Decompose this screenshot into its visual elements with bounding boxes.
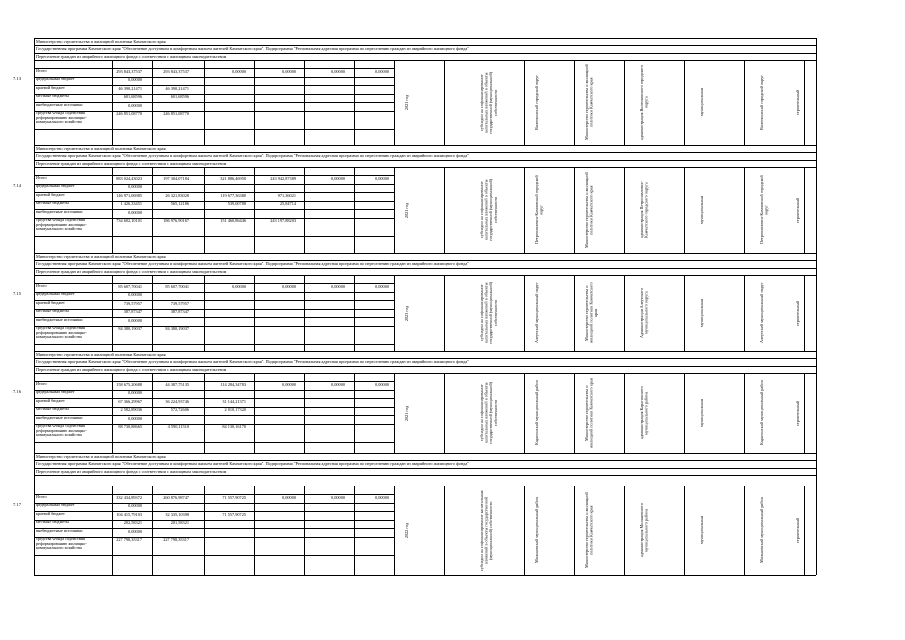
amount-cell: 883 024,43023 <box>116 175 142 181</box>
column-divider <box>744 373 745 453</box>
row-divider <box>34 45 816 46</box>
source-label: внебюджетные источники <box>36 101 83 107</box>
row-divider <box>34 218 394 219</box>
column-divider <box>112 275 113 351</box>
row-divider <box>34 390 394 391</box>
amount-cell: 46 390,21471 <box>118 85 142 91</box>
cell-stage: строительный <box>795 517 800 544</box>
amount-cell: 387,87347 <box>123 309 142 314</box>
amount-cell: 2 010,17320 <box>224 407 246 412</box>
column-divider <box>684 275 685 351</box>
row-divider <box>34 366 816 367</box>
column-divider <box>204 167 205 253</box>
amount-cell: 85 607,70041 <box>118 283 142 289</box>
amount-cell: 1 426,33451 <box>120 201 142 206</box>
row-divider <box>34 537 394 538</box>
row-number: 7.15 <box>12 291 22 296</box>
amount-cell: 0,00000 <box>331 175 345 181</box>
column-divider <box>744 275 745 351</box>
row-divider <box>34 300 394 301</box>
amount-cell: 32 335,10398 <box>165 511 189 517</box>
amount-cell: 26 321,83028 <box>165 192 189 198</box>
cell-customer: Министерство строительства и жилищной политики Камчатского края <box>584 64 594 141</box>
amount-cell: 0,00000 <box>375 494 389 500</box>
cell-owner: Петропавловск-Камчатский городской округ <box>759 175 769 245</box>
cell-year: 2022 год <box>404 522 409 539</box>
amount-cell: 601,68596 <box>123 94 142 99</box>
header-ministry: Министерство строительства и жилищной политики Камчатского края <box>36 352 166 357</box>
amount-cell: 119 677,36380 <box>220 192 246 198</box>
amount-cell: 601,68596 <box>170 94 189 99</box>
cell-year: 2023 год <box>404 305 409 321</box>
amount-cell: 0,00000 <box>128 415 142 421</box>
column-divider <box>444 486 445 575</box>
row-divider <box>34 253 816 254</box>
amount-cell: 227 798,35317 <box>116 537 142 542</box>
cell-district: Петропавловск-Камчатский городской округ <box>534 175 544 245</box>
amount-cell: 25,84714 <box>279 201 296 206</box>
column-divider <box>394 167 395 253</box>
amount-cell: 332 434,89372 <box>116 494 142 500</box>
amount-cell: 0,00000 <box>128 184 142 189</box>
column-divider <box>524 275 525 351</box>
cell-year: 2021 год <box>404 202 409 218</box>
row-divider <box>34 344 394 345</box>
amount-cell: 46 390,21471 <box>165 85 189 91</box>
row-divider <box>34 236 394 237</box>
amount-cell: 2 582,89036 <box>120 407 142 412</box>
column-divider <box>394 60 395 145</box>
row-divider <box>34 102 394 103</box>
header-measure: Переселение граждан из аварийного жилищного фонда с соответствии с жилищным законодательством <box>36 468 227 474</box>
cell-recipient: субсидии на софинансирование капитальных вложений в объекты государственной (муниципальной) собственности <box>479 71 498 134</box>
column-divider <box>152 486 153 575</box>
amount-cell: 36 224,93746 <box>165 398 189 404</box>
column-divider <box>254 167 255 253</box>
amount-cell: 565,12186 <box>170 201 189 206</box>
cell-ownership: муниципальная <box>699 399 704 427</box>
column-divider <box>524 60 525 145</box>
cell-ownership: муниципальная <box>699 299 704 327</box>
row-divider <box>34 68 394 69</box>
amount-cell: 146 971,06985 <box>116 192 142 198</box>
table-block <box>12 38 816 145</box>
row-divider <box>34 381 394 382</box>
amount-cell: 104 415,79103 <box>116 511 142 517</box>
amount-cell: 67 366,29967 <box>118 398 142 404</box>
header-program: Государственная программа Камчатского края "Обеспечение доступным и комфортным жильем жителей Камчатского края". Подпрограмма "Региональная адресная программа по переселению граждан из аварийного жилищного фонда" <box>36 261 470 267</box>
column-divider <box>34 145 35 253</box>
row-divider <box>34 468 816 469</box>
source-label: местные бюджеты <box>36 519 69 524</box>
amount-cell: 0,00000 <box>128 528 142 534</box>
amount-cell: 0,00000 <box>282 381 296 387</box>
amount-cell: 0,00000 <box>331 283 345 289</box>
column-divider <box>524 167 525 253</box>
cell-executor: Администрация Алеутского муниципального округа <box>639 288 649 338</box>
row-divider <box>34 528 394 529</box>
row-divider <box>34 192 394 193</box>
column-divider <box>254 486 255 575</box>
cell-stage: строительный <box>795 300 800 326</box>
column-divider <box>34 453 35 575</box>
row-divider <box>34 268 816 269</box>
amount-cell: 84 380,19037 <box>165 326 189 331</box>
column-divider <box>254 275 255 351</box>
row-divider <box>34 129 394 130</box>
source-label: внебюджетные источники <box>36 414 83 420</box>
amount-cell: 71 557,90725 <box>222 511 246 517</box>
cell-ownership: муниципальная <box>699 516 704 545</box>
column-divider <box>624 275 625 351</box>
row-divider <box>34 317 394 318</box>
column-divider <box>444 275 445 351</box>
table-block <box>12 145 816 253</box>
amount-cell: 0,00000 <box>331 494 345 500</box>
amount-cell: 246 851,08770 <box>116 111 142 116</box>
amount-cell: 0,00000 <box>375 381 389 387</box>
column-divider <box>204 275 205 351</box>
amount-cell: 85 607,70041 <box>165 283 189 289</box>
row-divider <box>34 209 394 210</box>
header-ministry: Министерство строительства и жилищной политики Камчатского края <box>36 254 166 259</box>
cell-executor: администрация Вилючинского городского округа <box>639 64 649 141</box>
amount-cell: 0,00000 <box>232 68 246 74</box>
column-divider <box>624 373 625 453</box>
row-divider <box>34 260 816 261</box>
row-divider <box>34 358 816 359</box>
source-label: федеральный бюджет <box>36 291 75 296</box>
row-divider <box>34 460 816 461</box>
column-divider <box>574 167 575 253</box>
amount-cell: 0,00000 <box>128 317 142 323</box>
row-divider <box>34 503 394 504</box>
source-label: Итого <box>36 174 47 180</box>
row-divider <box>34 145 816 146</box>
amount-cell: 0,00000 <box>282 68 296 74</box>
source-label: средства Фонда содействия реформированию жилищно-коммунального хозяйства <box>36 536 87 551</box>
source-label: местные бюджеты <box>36 200 69 205</box>
amount-cell: 0,00000 <box>128 390 142 395</box>
header-measure: Переселение граждан из аварийного жилищного фонда с соответствии с жилищным законодательством <box>36 366 227 372</box>
row-divider <box>34 160 816 161</box>
amount-cell: 158 675,20688 <box>116 381 142 387</box>
row-divider <box>34 309 394 310</box>
source-label: местные бюджеты <box>36 308 69 313</box>
row-divider <box>34 475 816 476</box>
amount-cell: 243 942,87389 <box>270 175 296 181</box>
source-label: краевой бюджет <box>36 191 65 197</box>
source-label: средства Фонда содействия реформированию жилищно-коммунального хозяйства <box>36 110 87 125</box>
cell-district: Вилючинский городской округ <box>534 74 539 131</box>
cell-customer: Министерство строительства и жилищной политики Камчатского края <box>584 378 594 448</box>
column-divider <box>444 167 445 253</box>
row-divider <box>34 111 394 112</box>
column-divider <box>444 60 445 145</box>
row-number: 7.13 <box>12 76 22 81</box>
amount-cell: 0,00000 <box>128 102 142 108</box>
column-divider <box>524 373 525 453</box>
cell-ownership: муниципальная <box>699 196 704 224</box>
row-divider <box>34 184 394 185</box>
cell-year: 2021 год <box>404 405 409 421</box>
amount-cell: 734 602,10101 <box>116 218 142 223</box>
column-divider <box>152 275 153 351</box>
cell-owner: Мильковский муниципальный район <box>759 497 764 564</box>
source-label: Итого <box>36 493 47 499</box>
cell-executor: администрация Карагинского муниципального района <box>639 386 649 440</box>
row-divider <box>34 53 816 54</box>
cell-recipient: субсидии на софинансирование капитальных вложений в объекты государственной (муниципальной) собственности <box>479 381 498 445</box>
amount-cell: 0,00000 <box>232 283 246 289</box>
amount-cell: 246 851,08770 <box>163 111 189 116</box>
cell-year: 2021 год <box>404 94 409 111</box>
source-label: средства Фонда содействия реформированию жилищно-коммунального хозяйства <box>36 423 87 438</box>
column-divider <box>524 486 525 575</box>
row-divider <box>34 283 394 284</box>
source-label: средства Фонда содействия реформированию жилищно-коммунального хозяйства <box>36 325 87 340</box>
row-divider <box>34 38 816 39</box>
row-divider <box>34 407 394 408</box>
amount-cell: 243 197,88203 <box>270 218 296 223</box>
row-divider <box>34 415 394 416</box>
column-divider <box>112 167 113 253</box>
header-ministry: Министерство строительства и жилищной политики Камчатского края <box>36 454 166 459</box>
header-program: Государственная программа Камчатского края "Обеспечение доступным и комфортным жильем жителей Камчатского края". Подпрограмма "Региональная адресная программа по переселению граждан из аварийного жилищного фонда" <box>36 46 470 52</box>
amount-cell: 0,00000 <box>375 175 389 181</box>
row-divider <box>34 351 816 352</box>
source-label: федеральный бюджет <box>36 183 75 188</box>
column-divider <box>744 486 745 575</box>
cell-owner: Вилючинский городской округ <box>759 74 764 131</box>
cell-recipient: субсидии на софинансирование капитальных вложений в объекты государственной (муниципальной) собственности <box>479 281 498 345</box>
amount-cell: 572,72606 <box>170 407 189 412</box>
column-divider <box>444 373 445 453</box>
row-divider <box>34 201 394 202</box>
column-divider <box>624 60 625 145</box>
column-divider <box>744 167 745 253</box>
cell-stage: строительный <box>795 400 800 426</box>
column-divider <box>684 373 685 453</box>
column-divider <box>34 253 35 351</box>
column-divider <box>574 373 575 453</box>
amount-cell: 0,00000 <box>128 292 142 297</box>
column-divider <box>394 486 395 575</box>
column-divider <box>354 275 355 351</box>
column-divider <box>354 486 355 575</box>
column-divider <box>304 275 305 351</box>
source-label: внебюджетные источники <box>36 208 83 214</box>
column-divider <box>394 373 395 453</box>
amount-cell: 321 886,46950 <box>220 175 246 181</box>
row-number: 7.17 <box>12 502 22 507</box>
cell-district: Мильковский муниципальный район <box>534 497 539 564</box>
cell-customer: Министерство строительства и жилищной политики Камчатского края <box>584 172 594 248</box>
amount-cell: 44 387,75135 <box>165 381 189 387</box>
column-divider <box>574 275 575 351</box>
column-divider <box>574 486 575 575</box>
cell-executor: администрация Петропавловск-Камчатского городского округа <box>639 181 649 239</box>
row-divider <box>34 424 394 425</box>
column-divider <box>684 167 685 253</box>
source-label: средства Фонда содействия реформированию жилищно-коммунального хозяйства <box>36 217 87 232</box>
table-bottom-border <box>34 575 816 576</box>
document-table <box>12 38 816 575</box>
cell-district: Алеутский муниципальный округ <box>534 282 539 344</box>
cell-recipient: субсидии на софинансирование капитальных вложений в объекты государственной (муниципальной) собственности <box>479 178 498 242</box>
amount-cell: 4 590,11510 <box>167 424 189 429</box>
column-divider <box>684 60 685 145</box>
table-block <box>12 253 816 351</box>
row-divider <box>34 85 394 86</box>
amount-cell: 0,00000 <box>128 77 142 82</box>
column-divider <box>354 167 355 253</box>
column-divider <box>112 486 113 575</box>
amount-cell: 0,00000 <box>128 503 142 508</box>
source-label: краевой бюджет <box>36 397 65 403</box>
source-label: Итого <box>36 282 47 288</box>
amount-cell: 739,57957 <box>123 300 142 306</box>
source-label: внебюджетные источники <box>36 316 83 322</box>
source-label: Итого <box>36 67 47 73</box>
column-divider <box>744 60 745 145</box>
amount-cell: 0,00000 <box>282 494 296 500</box>
row-divider <box>34 398 394 399</box>
source-label: Итого <box>36 380 47 386</box>
source-label: местные бюджеты <box>36 406 69 411</box>
cell-owner: Алеутский муниципальный округ <box>759 282 764 344</box>
column-divider <box>624 167 625 253</box>
header-ministry: Министерство строительства и жилищной политики Камчатского края <box>36 146 166 151</box>
cell-district: Карагинский муниципальный район <box>534 380 539 446</box>
column-divider <box>204 486 205 575</box>
header-ministry: Министерство строительства и жилищной политики Камчатского края <box>36 39 166 44</box>
source-label: внебюджетные источники <box>36 527 83 533</box>
header-program: Государственная программа Камчатского края "Обеспечение доступным и комфортным жильем жителей Камчатского края". Подпрограмма "Региональная адресная программа по переселению граждан из аварийного жилищного фонда" <box>36 153 470 159</box>
row-divider <box>34 511 394 512</box>
amount-cell: 539,00788 <box>227 201 246 206</box>
amount-cell: 0,00000 <box>331 68 345 74</box>
header-measure: Переселение граждан из аварийного жилищного фонда с соответствии с жилищным законодательством <box>36 53 227 59</box>
cell-recipient: субсидии на софинансирование капитальных вложений в объекты государственной (муниципальной) собственности <box>479 490 494 571</box>
row-divider <box>34 77 394 78</box>
cell-customer: Министерство строительства и жилищной политики Камчатского края <box>584 282 599 344</box>
cell-owner: Карагинский муниципальный район <box>759 380 764 446</box>
row-divider <box>34 94 394 95</box>
amount-cell: 0,00000 <box>331 381 345 387</box>
amount-cell: 0,00000 <box>282 283 296 289</box>
row-number: 7.14 <box>12 183 22 188</box>
column-divider <box>152 167 153 253</box>
amount-cell: 151 460,86446 <box>220 218 246 223</box>
amount-cell: 293 843,37537 <box>163 68 189 74</box>
row-divider <box>34 442 394 443</box>
row-divider <box>34 175 394 176</box>
amount-cell: 186 976,90167 <box>163 218 189 223</box>
header-program: Государственная программа Камчатского края "Обеспечение доступным и комфортным жильем жителей Камчатского края". Подпрограмма "Региональная адресная программа по переселению граждан из аварийного жилищного фонда" <box>36 359 470 365</box>
amount-cell: 387,87347 <box>170 309 189 314</box>
row-divider <box>34 326 394 327</box>
source-label: краевой бюджет <box>36 299 65 305</box>
amount-cell: 971,36021 <box>277 192 296 198</box>
header-program: Государственная программа Камчатского края "Обеспечение доступным и комфортным жильем жителей Камчатского края". Подпрограмма "Региональная адресная программа по переселению граждан из аварийного жилищного фонда" <box>36 461 470 467</box>
amount-cell: 0,00000 <box>375 283 389 289</box>
header-measure: Переселение граждан из аварийного жилищного фонда с соответствии с жилищным законодательством <box>36 268 227 274</box>
header-measure: Переселение граждан из аварийного жилищного фонда с соответствии с жилищным законодательством <box>36 160 227 166</box>
amount-cell: 197 304,07184 <box>163 175 189 181</box>
row-divider <box>34 292 394 293</box>
row-divider <box>34 520 394 521</box>
row-divider <box>34 494 394 495</box>
cell-stage: строительный <box>795 89 800 116</box>
source-label: федеральный бюджет <box>36 502 75 507</box>
row-divider <box>34 453 816 454</box>
column-divider <box>34 351 35 453</box>
source-label: краевой бюджет <box>36 510 65 516</box>
amount-cell: 84 380,19037 <box>118 326 142 331</box>
cell-stage: строительный <box>795 197 800 223</box>
cell-customer: Министерство строительства и жилищной политики Камчатского края <box>584 492 594 569</box>
source-label: федеральный бюджет <box>36 389 75 394</box>
amount-cell: 114 284,34783 <box>220 381 246 387</box>
cell-ownership: муниципальная <box>699 88 704 117</box>
amount-cell: 31 144,21371 <box>222 398 246 404</box>
column-divider <box>574 60 575 145</box>
table-block <box>12 351 816 453</box>
row-number: 7.16 <box>12 389 22 394</box>
amount-cell: 260 876,98747 <box>163 494 189 500</box>
amount-cell: 227 798,35317 <box>163 537 189 542</box>
column-divider <box>624 486 625 575</box>
cell-executor: администрация Мильковского муниципального района <box>639 503 649 558</box>
amount-cell: 202,58321 <box>123 520 142 525</box>
amount-cell: 293 843,37537 <box>116 68 142 74</box>
source-label: краевой бюджет <box>36 84 65 90</box>
column-divider <box>304 486 305 575</box>
column-divider <box>304 167 305 253</box>
row-divider <box>34 555 394 556</box>
amount-cell: 88 730,88665 <box>118 424 142 429</box>
row-divider <box>34 152 816 153</box>
column-divider <box>684 486 685 575</box>
amount-cell: 739,57957 <box>170 300 189 306</box>
amount-cell: 71 557,90725 <box>222 494 246 500</box>
column-divider <box>394 275 395 351</box>
source-label: местные бюджеты <box>36 93 69 98</box>
amount-cell: 201,58321 <box>170 520 189 525</box>
amount-cell: 0,00000 <box>375 68 389 74</box>
source-label: федеральный бюджет <box>36 76 75 81</box>
amount-cell: 84 130,16170 <box>222 424 246 429</box>
amount-cell: 0,00000 <box>128 209 142 215</box>
table-block <box>12 453 816 575</box>
